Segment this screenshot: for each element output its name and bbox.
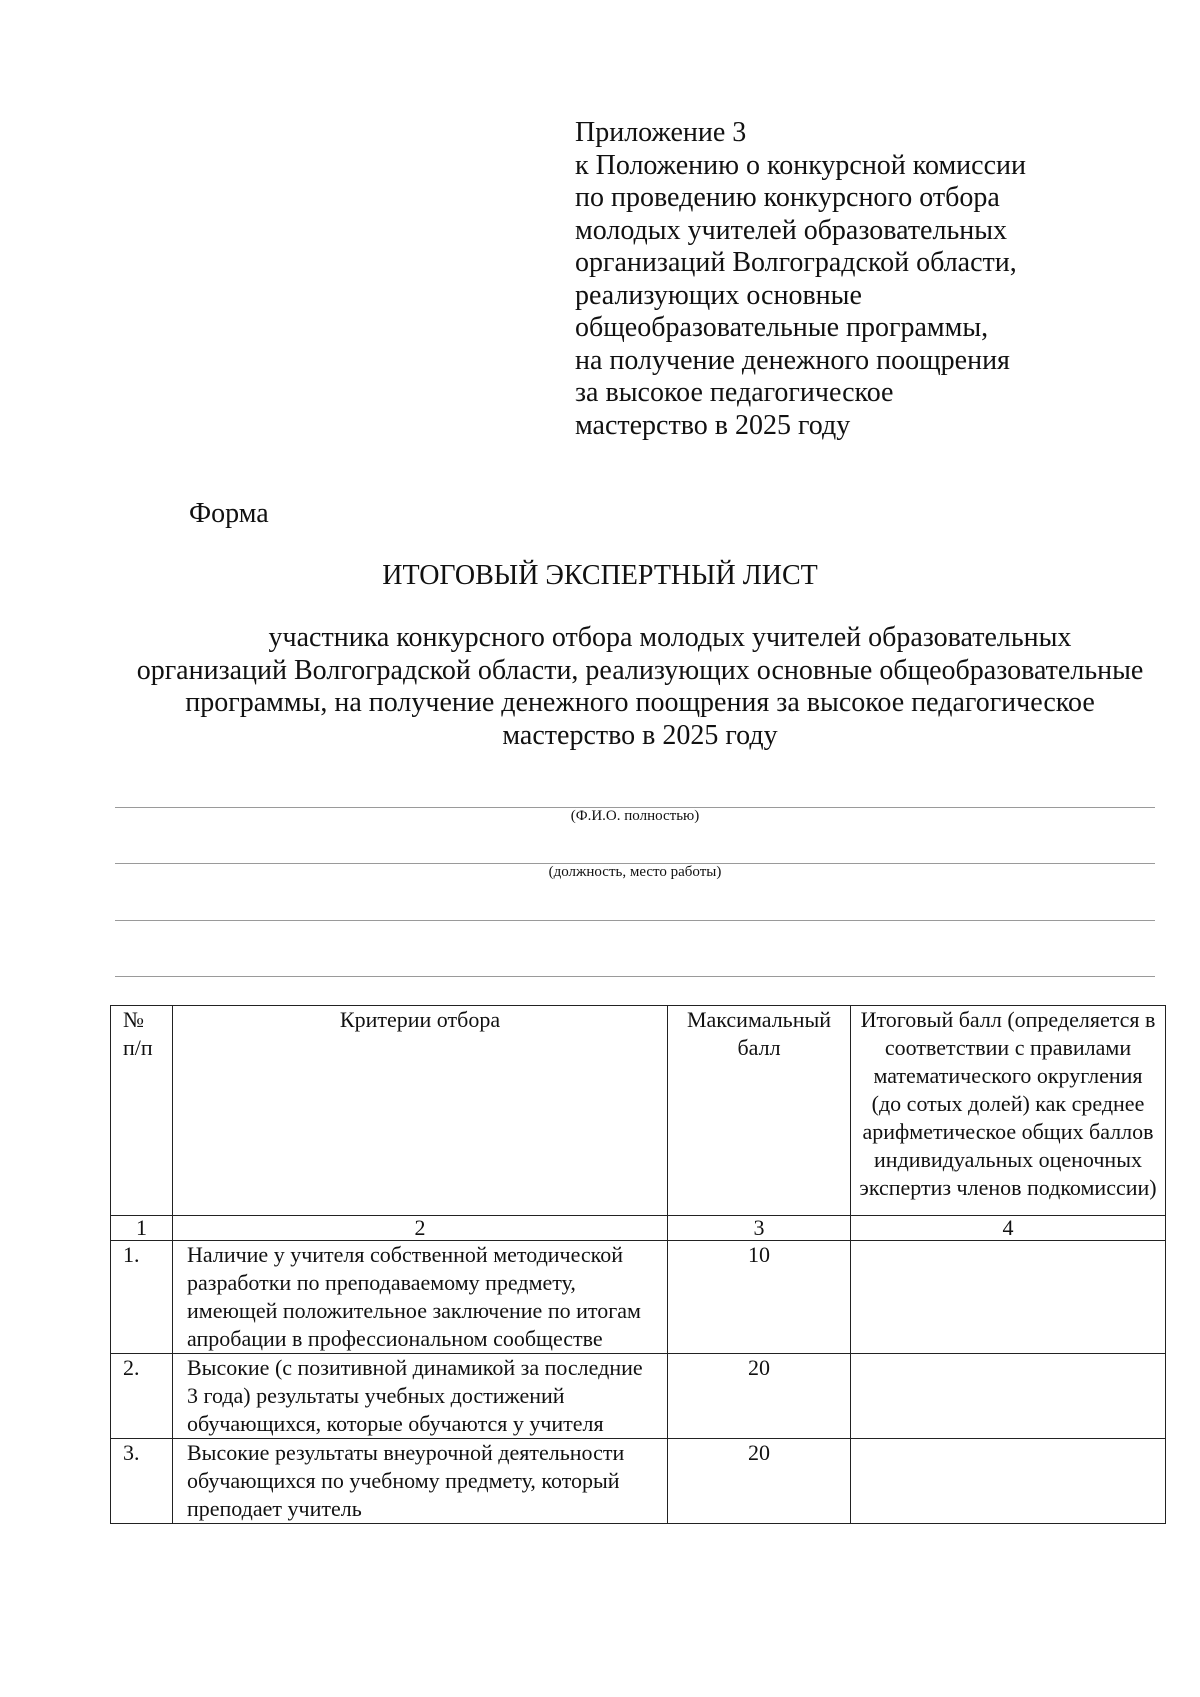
row-max-score: 20: [668, 1354, 851, 1439]
extra-fill-line[interactable]: [115, 976, 1155, 977]
column-number: 3: [668, 1216, 851, 1241]
form-label: Форма: [189, 498, 269, 529]
subtitle-line: участника конкурсного отбора молодых учителей образовательных: [268, 622, 1072, 653]
header-num: № п/п: [111, 1006, 173, 1216]
document-title: ИТОГОВЫЙ ЭКСПЕРТНЫЙ ЛИСТ: [382, 560, 818, 591]
header-criteria: Критерии отбора: [173, 1006, 668, 1216]
column-number-row: [111, 1216, 1166, 1241]
row-criteria: Высокие (с позитивной динамикой за последние 3 года) результаты учебных достижений обучающихся, которые обучаются у учителя: [173, 1354, 668, 1439]
header-max-score: Максимальный балл: [668, 1006, 851, 1216]
appendix-header: [575, 117, 1135, 442]
subtitle-line: мастерство в 2025 году: [502, 719, 778, 751]
row-final-score[interactable]: [851, 1439, 1166, 1524]
row-max-score: 10: [668, 1241, 851, 1354]
appendix-line: мастерство в 2025 году: [575, 409, 851, 441]
column-number: 1: [111, 1216, 173, 1241]
row-num: 3.: [111, 1439, 173, 1524]
header-final-score: Итоговый балл (определяется в соответствии с правилами математического округления (до сотых долей) как среднее арифметическое общих баллов индивидуальных оценочных экспертиз членов подкомиссии): [851, 1006, 1166, 1216]
fio-caption: (Ф.И.О. полностью): [570, 808, 700, 824]
row-final-score[interactable]: [851, 1354, 1166, 1439]
table-row: [111, 1439, 1166, 1524]
table-header-row: [111, 1006, 1166, 1216]
appendix-line: общеобразовательные программы,: [575, 312, 989, 343]
appendix-line: молодых учителей образовательных: [575, 214, 1008, 246]
row-num: 1.: [111, 1241, 173, 1354]
criteria-table: [110, 1005, 1166, 1524]
appendix-line: организаций Волгоградской области,: [575, 247, 1017, 278]
column-number: 2: [173, 1216, 668, 1241]
appendix-line: к Положению о конкурсной комиссии: [575, 149, 1026, 181]
column-number: 4: [851, 1216, 1166, 1241]
row-criteria: Наличие у учителя собственной методической разработки по преподаваемому предмету, имеющей положительное заключение по итогам апробации в профессиональном сообществе: [173, 1241, 668, 1354]
row-num: 2.: [111, 1354, 173, 1439]
appendix-line: реализующих основные: [575, 279, 862, 311]
document-subtitle: [110, 622, 1170, 752]
row-criteria: Высокие результаты внеурочной деятельности обучающихся по учебному предмету, который преподает учитель: [173, 1439, 668, 1524]
appendix-line: по проведению конкурсного отбора: [575, 182, 1000, 213]
row-final-score[interactable]: [851, 1241, 1166, 1354]
appendix-line: за высокое педагогическое: [575, 377, 894, 408]
row-max-score: 20: [668, 1439, 851, 1524]
table-row: [111, 1354, 1166, 1439]
table-row: [111, 1241, 1166, 1354]
appendix-line: Приложение 3: [575, 117, 747, 148]
extra-fill-line[interactable]: [115, 920, 1155, 921]
subtitle-line: программы, на получение денежного поощрения за высокое педагогическое: [185, 687, 1095, 718]
subtitle-line: организаций Волгоградской области, реализующих основные общеобразовательные: [136, 654, 1144, 686]
appendix-line: на получение денежного поощрения: [575, 344, 1010, 376]
position-caption: (должность, место работы): [548, 864, 722, 880]
